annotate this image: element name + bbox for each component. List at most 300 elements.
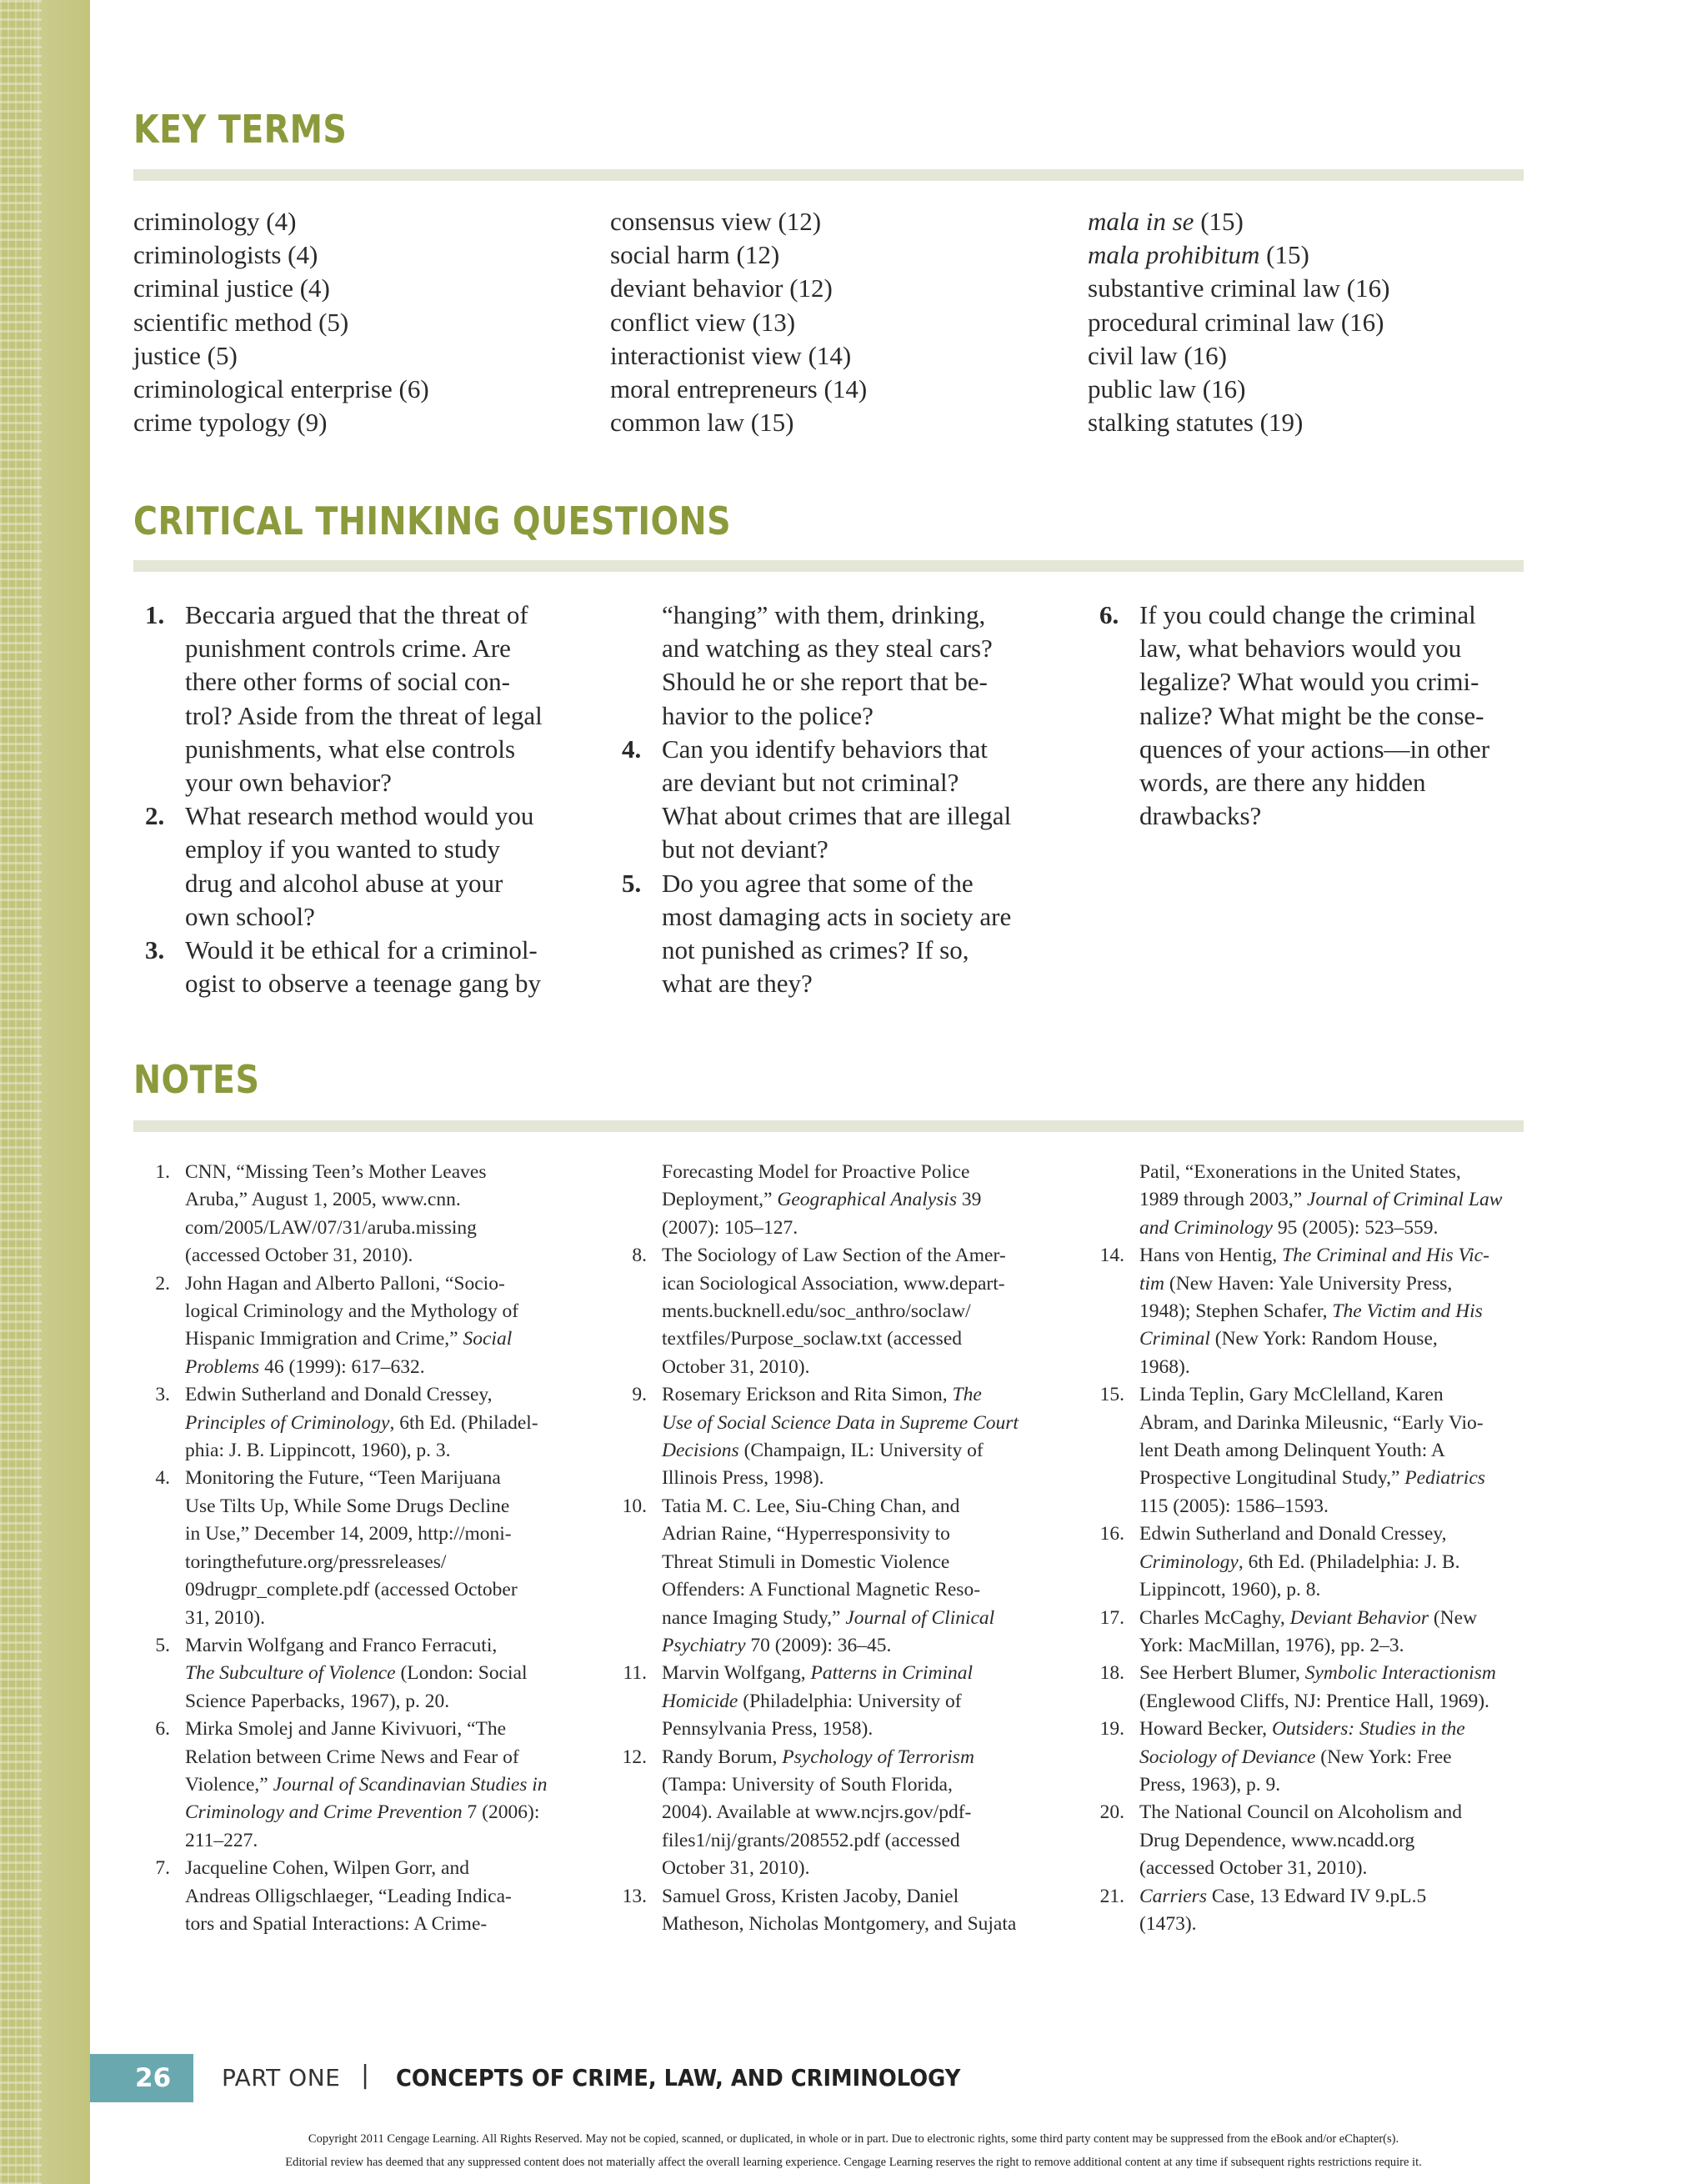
key-term bbox=[133, 406, 429, 439]
note-item bbox=[1088, 1660, 1502, 1716]
key-term bbox=[1088, 272, 1389, 305]
note-text: 211–227. bbox=[185, 1829, 258, 1851]
note-text: (2007): 105–127. bbox=[662, 1216, 798, 1239]
note-title-italic: Psychology of Terrorism bbox=[782, 1746, 974, 1768]
question-number: 1. bbox=[145, 600, 165, 629]
note-line bbox=[185, 1799, 548, 1826]
question-line: punishments, what else controls bbox=[185, 734, 516, 764]
key-term-text: (15) bbox=[1259, 240, 1309, 270]
note-text: Linda Teplin, Gary McClelland, Karen bbox=[1139, 1384, 1444, 1406]
note-text: , 6th Ed. (Philadel- bbox=[389, 1411, 538, 1434]
note-text: Illinois Press, 1998). bbox=[662, 1467, 824, 1490]
note-text: Adrian Raine, “Hyperresponsivity to bbox=[662, 1523, 950, 1545]
notes-column-1 bbox=[133, 1159, 548, 1938]
note-text: 1948); Stephen Schafer, bbox=[1139, 1300, 1333, 1323]
note-text: 115 (2005): 1586–1593. bbox=[1139, 1495, 1329, 1517]
note-title-italic: The bbox=[952, 1384, 982, 1406]
note-item bbox=[1088, 1242, 1502, 1381]
note-line bbox=[1139, 1605, 1502, 1632]
note-line bbox=[662, 1325, 1019, 1353]
note-text: (accessed October 31, 2010). bbox=[185, 1245, 413, 1267]
question-line: not punished as crimes? If so, bbox=[662, 935, 969, 965]
note-line bbox=[185, 1270, 548, 1298]
note-item bbox=[610, 1493, 1019, 1660]
note-number: 8. bbox=[632, 1245, 647, 1267]
note-text: logical Criminology and the Mythology of bbox=[185, 1300, 519, 1323]
question-line: Can you identify behaviors that bbox=[662, 734, 988, 764]
note-line bbox=[185, 1827, 548, 1855]
note-title-italic: Criminology bbox=[1139, 1550, 1239, 1573]
critical-thinking-rule bbox=[133, 560, 1524, 572]
note-title-italic: Decisions bbox=[662, 1440, 739, 1462]
question-line: quences of your actions—in other bbox=[1139, 734, 1490, 764]
note-line bbox=[185, 1242, 548, 1270]
note-line bbox=[1139, 1242, 1502, 1270]
note-line bbox=[1139, 1410, 1502, 1437]
note-text: Aruba,” August 1, 2005, www.cnn. bbox=[185, 1189, 461, 1211]
note-line bbox=[185, 1855, 548, 1882]
note-text: Marvin Wolfgang, bbox=[662, 1662, 811, 1685]
note-text: The National Council on Alcoholism and bbox=[1139, 1801, 1463, 1824]
note-title-italic: Use of Social Science Data in Supreme Court bbox=[662, 1411, 1019, 1434]
question-line: “hanging” with them, drinking, bbox=[662, 600, 986, 629]
note-text: Hans von Hentig, bbox=[1139, 1245, 1283, 1267]
question-line: your own behavior? bbox=[185, 768, 392, 798]
note-text: (New Haven: Yale University Press, bbox=[1164, 1272, 1453, 1295]
note-line bbox=[185, 1215, 548, 1242]
notes-heading: NOTES bbox=[133, 1057, 260, 1102]
question-item bbox=[1088, 599, 1489, 833]
key-terms-heading: KEY TERMS bbox=[133, 107, 348, 152]
key-term bbox=[610, 373, 867, 406]
question-item bbox=[610, 733, 1011, 867]
note-text: textfiles/Purpose_soclaw.txt (accessed bbox=[662, 1328, 963, 1350]
note-title-italic: Carriers bbox=[1139, 1885, 1207, 1907]
note-item bbox=[133, 1270, 548, 1382]
note-number: 6. bbox=[155, 1718, 170, 1741]
note-title-italic: The Victim and His bbox=[1332, 1300, 1483, 1323]
note-line bbox=[662, 1381, 1019, 1409]
note-line bbox=[662, 1660, 1019, 1687]
note-line bbox=[662, 1855, 1019, 1882]
question-line: legalize? What would you crimi- bbox=[1139, 667, 1479, 697]
note-line bbox=[185, 1549, 548, 1576]
note-text: (New bbox=[1428, 1606, 1478, 1629]
question-line: words, are there any hidden bbox=[1139, 768, 1426, 798]
note-text: October 31, 2010). bbox=[662, 1857, 810, 1880]
note-line bbox=[185, 1632, 548, 1660]
note-line bbox=[185, 1298, 548, 1325]
page-number: 26 bbox=[90, 2054, 193, 2102]
note-line bbox=[1139, 1437, 1502, 1465]
note-text: 09drugpr_complete.pdf (accessed October bbox=[185, 1579, 518, 1601]
note-title-italic: Symbolic Interactionism bbox=[1304, 1662, 1496, 1685]
key-term bbox=[133, 306, 429, 339]
note-text: in Use,” December 14, 2009, http://moni- bbox=[185, 1523, 512, 1545]
note-text: Press, 1963), p. 9. bbox=[1139, 1773, 1281, 1796]
note-text: York: MacMillan, 1976), pp. 2–3. bbox=[1139, 1634, 1404, 1656]
note-line bbox=[662, 1605, 1019, 1632]
key-term-text: criminological enterprise (6) bbox=[133, 374, 429, 404]
notes-rule bbox=[133, 1120, 1524, 1132]
question-line: and watching as they steal cars? bbox=[662, 634, 993, 664]
note-line bbox=[662, 1632, 1019, 1660]
note-title-italic: Psychiatry bbox=[662, 1634, 746, 1656]
note-text: 7 (2006): bbox=[462, 1801, 540, 1824]
question-line: Beccaria argued that the threat of bbox=[185, 600, 528, 629]
key-term-text: common law (15) bbox=[610, 408, 794, 438]
note-text: 95 (2005): 523–559. bbox=[1272, 1216, 1439, 1239]
question-number: 6. bbox=[1099, 600, 1119, 629]
question-line: havior to the police? bbox=[662, 700, 874, 730]
key-term bbox=[610, 306, 867, 339]
note-text: com/2005/LAW/07/31/aruba.missing bbox=[185, 1216, 477, 1239]
note-line bbox=[1139, 1159, 1502, 1186]
note-item bbox=[133, 1855, 548, 1938]
note-number: 16. bbox=[1099, 1523, 1124, 1545]
note-text: Violence,” bbox=[185, 1773, 273, 1796]
note-title-italic: and Criminology bbox=[1139, 1216, 1273, 1239]
note-line bbox=[185, 1159, 548, 1186]
note-text: Abram, and Darinka Mileusnic, “Early Vio- bbox=[1139, 1411, 1484, 1434]
note-text: Howard Becker, bbox=[1139, 1718, 1272, 1741]
note-text: 31, 2010). bbox=[185, 1606, 265, 1629]
question-item bbox=[133, 599, 543, 799]
note-text: (Tampa: University of South Florida, bbox=[662, 1773, 953, 1796]
note-item bbox=[1088, 1159, 1502, 1242]
question-number: 4. bbox=[622, 734, 642, 764]
note-line bbox=[1139, 1911, 1502, 1938]
key-term bbox=[1088, 238, 1389, 272]
note-text: Mirka Smolej and Janne Kivivuori, “The bbox=[185, 1718, 507, 1741]
note-line bbox=[662, 1354, 1019, 1381]
note-number: 7. bbox=[155, 1857, 170, 1880]
note-text: Relation between Crime News and Fear of bbox=[185, 1746, 519, 1768]
note-text: Jacqueline Cohen, Wilpen Gorr, and bbox=[185, 1857, 469, 1880]
key-term-text: justice (5) bbox=[133, 340, 238, 370]
question-line: own school? bbox=[185, 901, 315, 931]
note-title-italic: Journal of Criminal Law bbox=[1307, 1189, 1503, 1211]
note-line bbox=[1139, 1883, 1502, 1911]
key-terms-column-3 bbox=[1088, 205, 1389, 439]
note-line bbox=[662, 1549, 1019, 1576]
note-line bbox=[1139, 1549, 1502, 1576]
question-number: 2. bbox=[145, 801, 165, 831]
note-line bbox=[185, 1354, 548, 1381]
key-term bbox=[610, 205, 867, 238]
note-text: (Englewood Cliffs, NJ: Prentice Hall, 1969). bbox=[1139, 1690, 1489, 1712]
note-number: 5. bbox=[155, 1634, 170, 1656]
note-number: 15. bbox=[1099, 1384, 1124, 1406]
key-terms-column-1 bbox=[133, 205, 429, 439]
note-text: CNN, “Missing Teen’s Mother Leaves bbox=[185, 1161, 487, 1183]
note-number: 11. bbox=[623, 1662, 647, 1685]
note-line bbox=[662, 1270, 1019, 1298]
note-line bbox=[1139, 1270, 1502, 1298]
key-term bbox=[1088, 373, 1389, 406]
note-item bbox=[610, 1381, 1019, 1493]
note-title-italic: Outsiders: Studies in the bbox=[1271, 1718, 1465, 1741]
note-line bbox=[662, 1493, 1019, 1520]
key-term bbox=[133, 238, 429, 272]
note-text: Tatia M. C. Lee, Siu-Ching Chan, and bbox=[662, 1495, 960, 1517]
note-item bbox=[610, 1242, 1019, 1381]
note-number: 13. bbox=[622, 1885, 647, 1907]
note-line bbox=[1139, 1381, 1502, 1409]
note-line bbox=[1139, 1354, 1502, 1381]
key-term bbox=[1088, 205, 1389, 238]
key-terms-rule bbox=[133, 169, 1524, 181]
note-line bbox=[1139, 1298, 1502, 1325]
note-line bbox=[1139, 1325, 1502, 1353]
note-line bbox=[1139, 1576, 1502, 1604]
key-term-text: scientific method (5) bbox=[133, 307, 349, 337]
key-term bbox=[133, 373, 429, 406]
key-term bbox=[133, 339, 429, 373]
critical-thinking-heading: CRITICAL THINKING QUESTIONS bbox=[133, 498, 732, 543]
question-line: What about crimes that are illegal bbox=[662, 801, 1012, 831]
note-text: Drug Dependence, www.ncadd.org bbox=[1139, 1829, 1415, 1851]
copyright-line-2: Editorial review has deemed that any suppressed content does not materially affect the overall learning experience. Cengage Learning reserves the right to remove additional content at any time if subsequent rights restrictions require it. bbox=[285, 2156, 1422, 2169]
note-line bbox=[185, 1437, 548, 1465]
note-title-italic: Homicide bbox=[662, 1690, 738, 1712]
note-line bbox=[185, 1465, 548, 1492]
key-term-text: consensus view (12) bbox=[610, 207, 822, 236]
note-text: (Philadelphia: University of bbox=[738, 1690, 962, 1712]
note-text: lent Death among Delinquent Youth: A bbox=[1139, 1440, 1445, 1462]
note-line bbox=[185, 1493, 548, 1520]
note-item bbox=[610, 1159, 1019, 1242]
note-item bbox=[1088, 1381, 1502, 1520]
question-item bbox=[133, 934, 543, 1000]
note-line bbox=[1139, 1799, 1502, 1826]
key-term-italic: mala prohibitum bbox=[1088, 240, 1260, 270]
note-line bbox=[1139, 1855, 1502, 1882]
question-line: Do you agree that some of the bbox=[662, 868, 974, 898]
note-text: Matheson, Nicholas Montgomery, and Sujata bbox=[662, 1912, 1017, 1935]
note-text: Use Tilts Up, While Some Drugs Decline bbox=[185, 1495, 510, 1517]
question-line: nalize? What might be the conse- bbox=[1139, 700, 1484, 730]
note-number: 21. bbox=[1099, 1885, 1124, 1907]
note-title-italic: Geographical Analysis bbox=[777, 1189, 957, 1211]
key-term bbox=[610, 238, 867, 272]
note-line bbox=[185, 1744, 548, 1771]
note-text: (New York: Random House, bbox=[1209, 1328, 1438, 1350]
note-text: files1/nij/grants/208552.pdf (accessed bbox=[662, 1829, 960, 1851]
key-term-italic: mala in se bbox=[1088, 207, 1194, 236]
note-text: Samuel Gross, Kristen Jacoby, Daniel bbox=[662, 1885, 959, 1907]
note-text: (1473). bbox=[1139, 1912, 1197, 1935]
note-text: 39 bbox=[956, 1189, 982, 1211]
note-item bbox=[1088, 1716, 1502, 1799]
note-item bbox=[1088, 1883, 1502, 1939]
note-text: Marvin Wolfgang and Franco Ferracuti, bbox=[185, 1634, 498, 1656]
key-term bbox=[610, 272, 867, 305]
note-text: 1989 through 2003,” bbox=[1139, 1189, 1308, 1211]
note-text: Charles McCaghy, bbox=[1139, 1606, 1290, 1629]
note-title-italic: Patterns in Criminal bbox=[810, 1662, 974, 1685]
note-line bbox=[662, 1744, 1019, 1771]
note-item bbox=[133, 1632, 548, 1716]
note-line bbox=[662, 1716, 1019, 1743]
note-number: 18. bbox=[1099, 1662, 1124, 1685]
question-line: ogist to observe a teenage gang by bbox=[185, 969, 541, 999]
note-text: See Herbert Blumer, bbox=[1139, 1662, 1305, 1685]
note-line bbox=[185, 1771, 548, 1799]
note-text: The Sociology of Law Section of the Amer- bbox=[662, 1245, 1006, 1267]
note-line bbox=[1139, 1520, 1502, 1548]
note-text: Rosemary Erickson and Rita Simon, bbox=[662, 1384, 953, 1406]
note-line bbox=[1139, 1688, 1502, 1716]
note-title-italic: Journal of Clinical bbox=[845, 1606, 995, 1629]
note-item bbox=[133, 1465, 548, 1631]
key-term-text: deviant behavior (12) bbox=[610, 273, 833, 303]
note-number: 14. bbox=[1099, 1245, 1124, 1267]
question-line: employ if you wanted to study bbox=[185, 834, 500, 864]
note-item bbox=[610, 1883, 1019, 1939]
note-line bbox=[662, 1911, 1019, 1938]
note-number: 20. bbox=[1099, 1801, 1124, 1824]
key-terms-column-2 bbox=[610, 205, 867, 439]
note-text: Offenders: A Functional Magnetic Reso- bbox=[662, 1579, 981, 1601]
key-term-text: public law (16) bbox=[1088, 374, 1246, 404]
note-line bbox=[662, 1827, 1019, 1855]
note-title-italic: Deviant Behavior bbox=[1289, 1606, 1429, 1629]
note-title-italic: Principles of Criminology bbox=[185, 1411, 390, 1434]
key-term bbox=[1088, 306, 1389, 339]
note-line bbox=[662, 1298, 1019, 1325]
note-item bbox=[1088, 1605, 1502, 1661]
note-text: Pennsylvania Press, 1958). bbox=[662, 1718, 874, 1741]
key-term-text: substantive criminal law (16) bbox=[1088, 273, 1390, 303]
question-item bbox=[133, 799, 543, 934]
note-text: Edwin Sutherland and Donald Cressey, bbox=[185, 1384, 493, 1406]
note-line bbox=[1139, 1493, 1502, 1520]
note-number: 3. bbox=[155, 1384, 170, 1406]
note-text: (London: Social bbox=[395, 1662, 528, 1685]
note-line bbox=[662, 1883, 1019, 1911]
note-item bbox=[1088, 1520, 1502, 1604]
note-text: toringthefuture.org/pressreleases/ bbox=[185, 1550, 447, 1573]
decorative-sidebar bbox=[0, 0, 90, 2184]
question-line: there other forms of social con- bbox=[185, 667, 510, 697]
note-text: ments.bucknell.edu/soc_anthro/soclaw/ bbox=[662, 1300, 971, 1323]
note-line bbox=[1139, 1465, 1502, 1492]
note-line bbox=[662, 1242, 1019, 1270]
question-line: punishment controls crime. Are bbox=[185, 634, 511, 664]
key-term-text: moral entrepreneurs (14) bbox=[610, 374, 868, 404]
note-item bbox=[1088, 1799, 1502, 1882]
note-text: 46 (1999): 617–632. bbox=[259, 1355, 425, 1378]
note-line bbox=[185, 1716, 548, 1743]
question-line: drawbacks? bbox=[1139, 801, 1262, 831]
questions-column-2 bbox=[610, 599, 1011, 1000]
note-number: 19. bbox=[1099, 1718, 1124, 1741]
note-line bbox=[662, 1688, 1019, 1716]
note-title-italic: Problems bbox=[185, 1355, 260, 1378]
note-text: nance Imaging Study,” bbox=[662, 1606, 846, 1629]
note-line bbox=[662, 1799, 1019, 1826]
note-text: Forecasting Model for Proactive Police bbox=[662, 1161, 970, 1183]
note-text: Andreas Olligschlaeger, “Leading Indica- bbox=[185, 1885, 512, 1907]
key-term-text: social harm (12) bbox=[610, 240, 780, 270]
question-line: trol? Aside from the threat of legal bbox=[185, 700, 543, 730]
note-line bbox=[1139, 1744, 1502, 1771]
note-line bbox=[1139, 1186, 1502, 1214]
note-text: Monitoring the Future, “Teen Marijuana bbox=[185, 1467, 501, 1490]
note-item bbox=[133, 1716, 548, 1855]
key-term-text: interactionist view (14) bbox=[610, 340, 852, 370]
key-term-text: conflict view (13) bbox=[610, 307, 796, 337]
note-line bbox=[1139, 1215, 1502, 1242]
note-line bbox=[662, 1520, 1019, 1548]
question-line: but not deviant? bbox=[662, 834, 828, 864]
note-text: October 31, 2010). bbox=[662, 1355, 810, 1378]
note-line bbox=[185, 1883, 548, 1911]
note-title-italic: The Subculture of Violence bbox=[185, 1662, 396, 1685]
note-item bbox=[610, 1744, 1019, 1883]
note-text: Edwin Sutherland and Donald Cressey, bbox=[1139, 1523, 1447, 1545]
note-line bbox=[185, 1381, 548, 1409]
note-line bbox=[662, 1159, 1019, 1186]
note-line bbox=[185, 1410, 548, 1437]
key-term bbox=[1088, 406, 1389, 439]
question-line: most damaging acts in society are bbox=[662, 901, 1012, 931]
questions-column-3 bbox=[1088, 599, 1489, 833]
key-term-text: (15) bbox=[1194, 207, 1244, 236]
note-line bbox=[1139, 1660, 1502, 1687]
note-text: 1968). bbox=[1139, 1355, 1190, 1378]
note-item bbox=[610, 1660, 1019, 1743]
question-line: are deviant but not criminal? bbox=[662, 768, 959, 798]
note-number: 9. bbox=[632, 1384, 647, 1406]
note-text: , 6th Ed. (Philadelphia: J. B. bbox=[1238, 1550, 1460, 1573]
note-number: 4. bbox=[155, 1467, 170, 1490]
question-item bbox=[610, 599, 1011, 733]
note-text: John Hagan and Alberto Palloni, “Socio- bbox=[185, 1272, 505, 1295]
note-text: (Champaign, IL: University of bbox=[738, 1440, 984, 1462]
key-term-text: crime typology (9) bbox=[133, 408, 328, 438]
note-line bbox=[662, 1215, 1019, 1242]
note-line bbox=[662, 1410, 1019, 1437]
copyright-line-1: Copyright 2011 Cengage Learning. All Rights Reserved. May not be copied, scanned, or duplicated, in whole or in part. Due to electronic rights, some third party content may be suppressed from the eBook and/or eChapter(s). bbox=[308, 2132, 1399, 2146]
key-term-text: civil law (16) bbox=[1088, 340, 1228, 370]
note-item bbox=[133, 1159, 548, 1270]
note-line bbox=[185, 1325, 548, 1353]
note-line bbox=[185, 1186, 548, 1214]
note-number: 2. bbox=[155, 1272, 170, 1295]
note-text: Threat Stimuli in Domestic Violence bbox=[662, 1550, 950, 1573]
sidebar-fade bbox=[33, 0, 90, 2184]
question-number: 5. bbox=[622, 868, 642, 898]
note-line bbox=[662, 1576, 1019, 1604]
note-line bbox=[185, 1576, 548, 1604]
question-line: Would it be ethical for a criminol- bbox=[185, 935, 538, 965]
note-text: phia: J. B. Lippincott, 1960), p. 3. bbox=[185, 1440, 451, 1462]
note-text: tors and Spatial Interactions: A Crime- bbox=[185, 1912, 488, 1935]
notes-column-3 bbox=[1088, 1159, 1502, 1938]
question-line: Should he or she report that be- bbox=[662, 667, 988, 697]
key-term-text: criminal justice (4) bbox=[133, 273, 330, 303]
notes-column-2 bbox=[610, 1159, 1019, 1938]
note-text: 70 (2009): 36–45. bbox=[745, 1634, 892, 1656]
question-line: what are they? bbox=[662, 969, 813, 999]
note-line bbox=[1139, 1771, 1502, 1799]
note-text: ican Sociological Association, www.depart- bbox=[662, 1272, 1005, 1295]
key-term bbox=[133, 205, 429, 238]
note-line bbox=[1139, 1716, 1502, 1743]
question-number: 3. bbox=[145, 935, 165, 965]
